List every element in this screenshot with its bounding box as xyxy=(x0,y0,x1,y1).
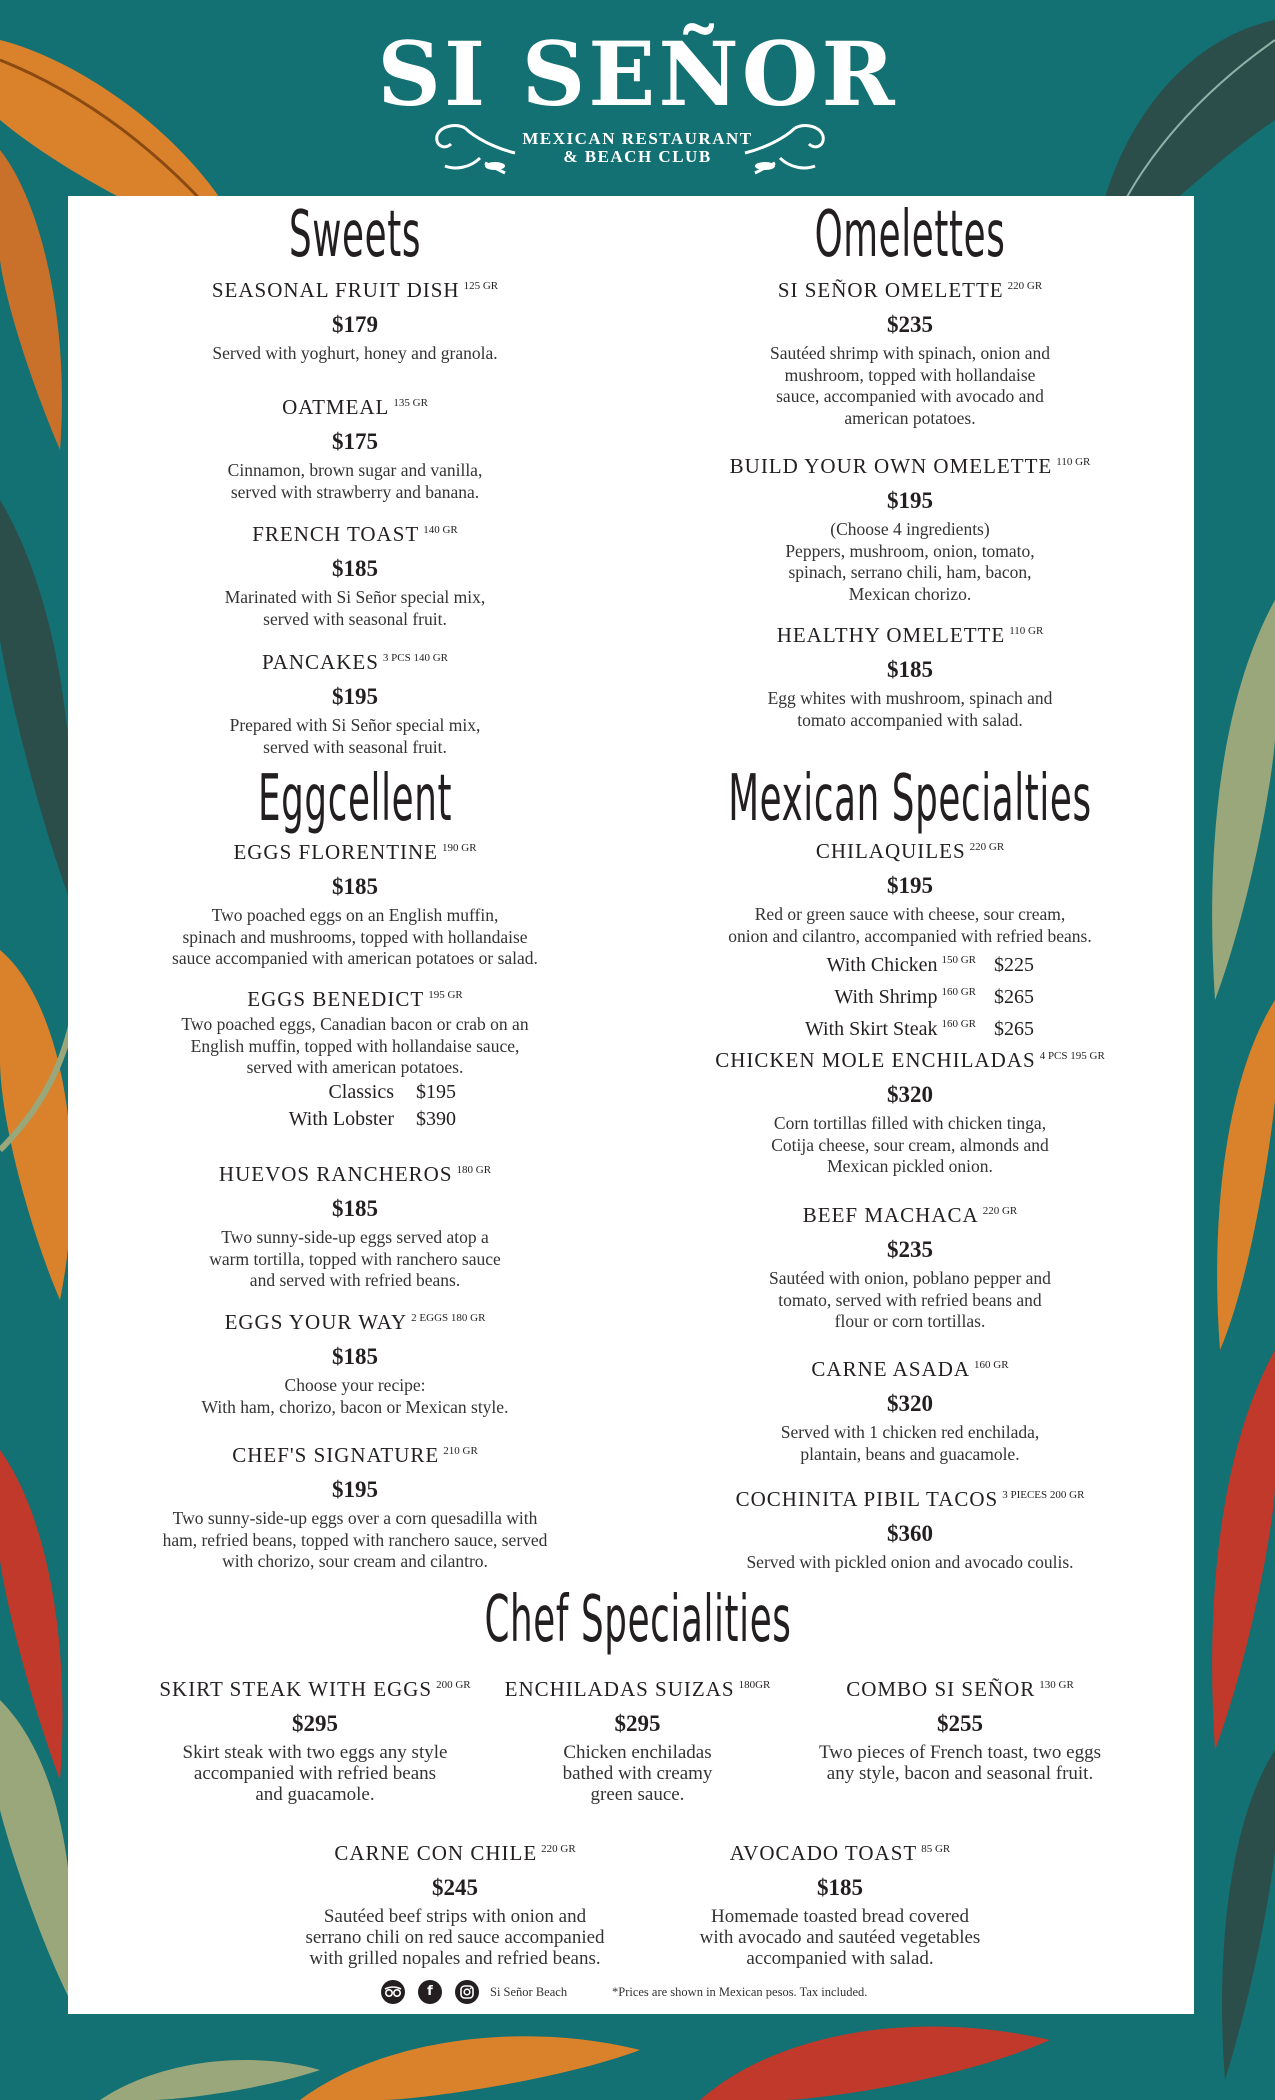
menu-item: EGGS YOUR WAY $^{2 EGGS 180 GR}$ $185 Choose your recipe: With ham, chorizo, bacon or Mexican style. xyxy=(201,1310,509,1417)
instagram-icon[interactable] xyxy=(455,1980,479,2004)
option-row: With Skirt Steak $^{160 GR}$ $265 xyxy=(804,1018,1034,1040)
menu-item: AVOCADO TOAST $^{85 GR}$ $185 Homemade toasted bread covered with avocado and sautéed vegetables accompanied with salad. xyxy=(699,1841,981,1969)
menu-item: COMBO SI SEÑOR $^{130 GR}$ $255 Two pieces of French toast, two eggs any style, bacon and seasonal fruit. xyxy=(818,1677,1102,1784)
leaf-right-mid xyxy=(1212,600,1275,2080)
menu-item: CARNE CON CHILE $^{220 GR}$ $245 Sautéed beef strips with onion and serrano chili on red sauce accompanied with grilled nopales and refried beans. xyxy=(305,1841,605,1969)
menu-item: CHILAQUILES $^{220 GR}$ $195 Red or green sauce with cheese, sour cream, onion and cilantro, accompanied with refried beans. With Chicken $^{150 GR}$ $225 With Shrimp $^{160 GR}$ $265 With Skirt Steak $^{160 GR}$ $265 xyxy=(660,834,1160,1043)
menu-item: CHICKEN MOLE ENCHILADAS $^{4 PCS 195 GR}$ $320 Corn tortillas filled with chicken tinga, Cotija cheese, sour cream, almonds and Mexican pickled onion. xyxy=(715,1048,1105,1176)
option-row: With Chicken $^{150 GR}$ $225 xyxy=(826,954,1034,976)
menu-item: BEEF MACHACA $^{220 GR}$ $235 Sautéed with onion, poblano pepper and tomato, served with refried beans and flour or corn tortillas. xyxy=(769,1203,1051,1331)
menu-item: EGGS BENEDICT $^{195 GR}$ Two poached eggs, Canadian bacon or crab on an English muffin, topped with hollandaise sauce, served with american potatoes. Classics $195 With Lobster $390 xyxy=(105,982,605,1133)
menu-item: OATMEAL $^{135 GR}$ $175 Cinnamon, brown sugar and vanilla, served with strawberry and banana. xyxy=(227,395,483,502)
section-title-chef-specialities: Chef Specialities xyxy=(484,1583,792,1657)
menu-item: BUILD YOUR OWN OMELETTE $^{110 GR}$ $195 (Choose 4 ingredients) Peppers, mushroom, onion, tomato, spinach, serrano chili, ham, bacon, Mexican chorizo. xyxy=(729,454,1091,604)
brand-logo-title: SI SEÑOR xyxy=(377,22,898,126)
menu-item: PANCAKES $^{3 PCS 140 GR}$ $195 Prepared with Si Señor special mix, served with seasonal fruit. xyxy=(229,650,481,757)
menu-item: SKIRT STEAK WITH EGGS $^{200 GR}$ $295 Skirt steak with two eggs any style accompanied with refried beans and guacamole. xyxy=(159,1677,471,1805)
footer xyxy=(0,1980,1275,2008)
price-note: *Prices are shown in Mexican pesos. Tax included. xyxy=(612,1985,868,1999)
leaf-bottom xyxy=(100,2027,1050,2100)
menu-item: FRENCH TOAST $^{140 GR}$ $185 Marinated with Si Señor special mix, served with seasonal fruit. xyxy=(224,522,486,629)
menu-item: HEALTHY OMELETTE $^{110 GR}$ $185 Egg whites with mushroom, spinach and tomato accompanied with salad. xyxy=(767,623,1053,730)
menu-item: ENCHILADAS SUIZAS $^{180GR}$ $295 Chicken enchiladas bathed with creamy green sauce. xyxy=(504,1677,771,1805)
option-row: With Shrimp $^{160 GR}$ $265 xyxy=(834,986,1034,1008)
tripadvisor-icon[interactable] xyxy=(381,1980,405,2004)
section-title-eggcellent: Eggcellent xyxy=(257,762,453,836)
menu-item: COCHINITA PIBIL TACOS $^{3 PIECES 200 GR}$ $360 Served with pickled onion and avocado coulis. xyxy=(735,1487,1085,1572)
section-title-omelettes: Omelettes xyxy=(814,198,1006,272)
menu-item: EGGS FLORENTINE $^{190 GR}$ $185 Two poached eggs on an English muffin, spinach and mushrooms, topped with hollandaise sauce accompanied with american potatoes or salad. xyxy=(172,840,538,968)
menu-item: HUEVOS RANCHEROS $^{180 GR}$ $185 Two sunny-side-up eggs served atop a warm tortilla, topped with ranchero sauce and served with refried beans. xyxy=(209,1162,501,1290)
section-title-mexican-specialties: Mexican Specialties xyxy=(728,762,1092,836)
option-row: Classics $195 xyxy=(328,1080,456,1103)
menu-item: SEASONAL FRUIT DISH $^{125 GR}$ $179 Served with yoghurt, honey and granola. xyxy=(211,278,499,363)
facebook-icon[interactable]: f xyxy=(418,1980,442,2004)
menu-item: CARNE ASADA $^{160 GR}$ $320 Served with 1 chicken red enchilada, plantain, beans and guacamole. xyxy=(780,1357,1040,1464)
social-handle: Si Señor Beach xyxy=(490,1985,568,1999)
option-row: With Lobster $390 xyxy=(288,1107,456,1130)
brand-tagline: MEXICAN RESTAURANT & BEACH CLUB xyxy=(522,129,753,166)
menu-item: CHEF'S SIGNATURE $^{210 GR}$ $195 Two sunny-side-up eggs over a corn quesadilla with ham, refried beans, topped with ranchero sauce, served with chorizo, sour cream and cilantro. xyxy=(162,1443,548,1571)
header xyxy=(0,0,1275,196)
section-title-sweets: Sweets xyxy=(288,198,422,272)
menu-item: SI SEÑOR OMELETTE $^{220 GR}$ $235 Sautéed shrimp with spinach, onion and mushroom, topped with hollandaise sauce, accompanied with avocado and american potatoes. xyxy=(770,278,1050,428)
